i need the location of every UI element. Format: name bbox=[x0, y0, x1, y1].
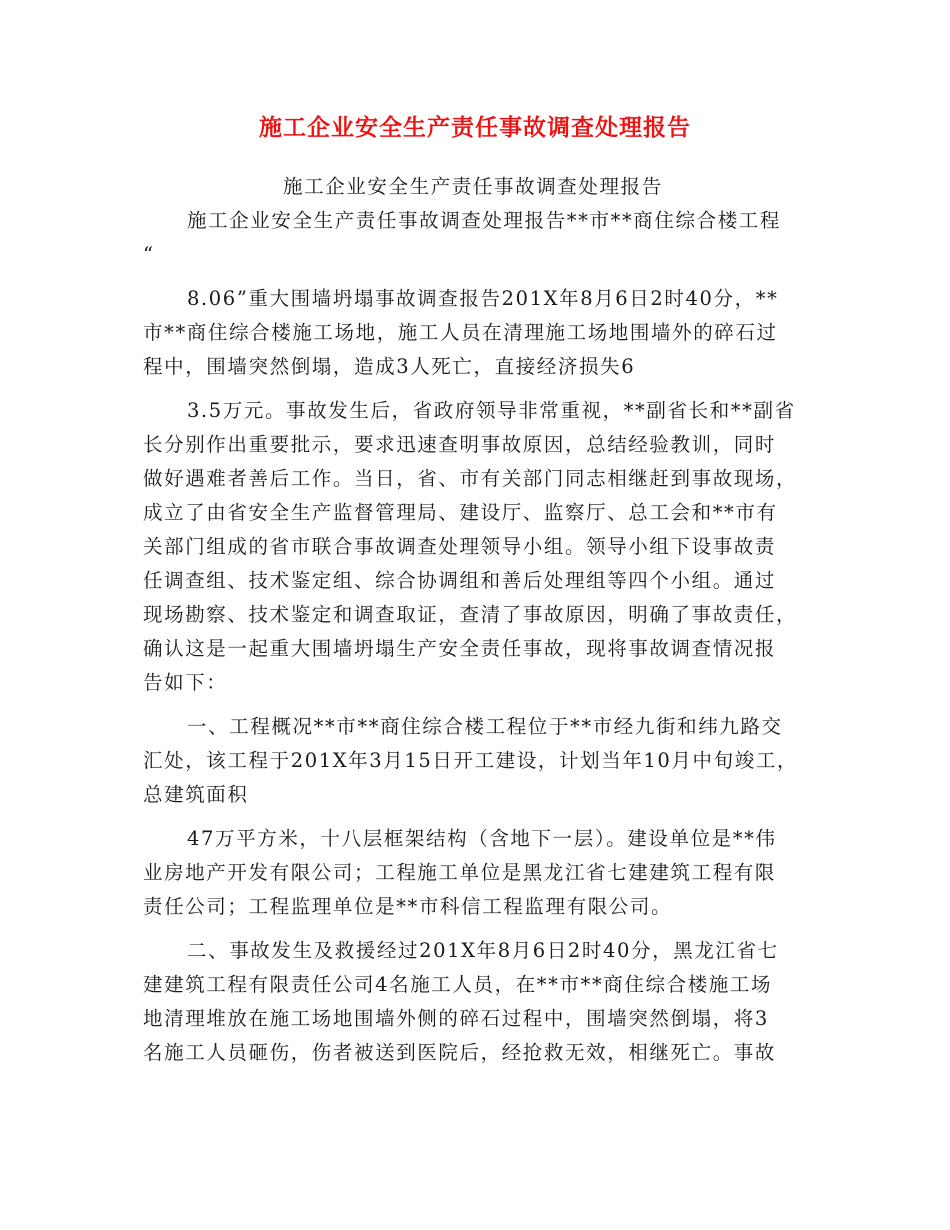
paragraph-line: 市**商住综合楼施工场地，施工人员在清理施工场地围墙外的碎石过 bbox=[143, 321, 778, 344]
paragraph-line: 建建筑工程有限责任公司4名施工人员，在**市**商住综合楼施工场 bbox=[143, 973, 773, 996]
paragraph-line: 责任公司；工程监理单位是**市科信工程监理有限公司。 bbox=[143, 895, 673, 918]
paragraph-line: 一、工程概况**市**商住综合楼工程位于**市经九街和纬九路交 bbox=[187, 715, 783, 738]
paragraph-line: 程中，围墙突然倒塌，造成3人死亡，直接经济损失6 bbox=[143, 355, 636, 378]
paragraph-line: 关部门组成的省市联合事故调查处理领导小组。领导小组下设事故责 bbox=[143, 535, 777, 558]
paragraph-line: 施工企业安全生产责任事故调查处理报告**市**商住综合楼工程 bbox=[187, 209, 782, 232]
paragraph-line: 总建筑面积 bbox=[143, 783, 249, 806]
paragraph-line: 二、事故发生及救援经过201X年8月6日2时40分，黑龙江省七 bbox=[187, 939, 779, 962]
document-title: 施工企业安全生产责任事故调查处理报告 bbox=[259, 114, 691, 141]
paragraph-line: 任调查组、技术鉴定组、综合协调组和善后处理组等四个小组。通过 bbox=[143, 569, 777, 592]
paragraph-line: 告如下： bbox=[143, 671, 228, 694]
paragraph-line: 汇处，该工程于201X年3月15日开工建设，计划当年10月中旬竣工， bbox=[143, 749, 799, 772]
paragraph-line: 成立了由省安全生产监督管理局、建设厅、监察厅、总工会和**市有 bbox=[143, 501, 778, 524]
paragraph-line: 3.5万元。事故发生后，省政府领导非常重视，**副省长和**副省 bbox=[187, 399, 796, 422]
paragraph-line: 业房地产开发有限公司；工程施工单位是黑龙江省七建建筑工程有限 bbox=[143, 861, 777, 884]
document-body bbox=[143, 170, 813, 1070]
paragraph-line: “ bbox=[143, 243, 155, 266]
paragraph-line: 名施工人员砸伤，伤者被送到医院后，经抢救无效，相继死亡。事故 bbox=[143, 1041, 777, 1064]
paragraph-line: 地清理堆放在施工场地围墙外侧的碎石过程中，围墙突然倒塌，将3 bbox=[143, 1007, 769, 1030]
paragraph-line: 确认这是一起重大围墙坍塌生产安全责任事故，现将事故调查情况报 bbox=[143, 637, 777, 660]
subtitle-line: 施工企业安全生产责任事故调查处理报告 bbox=[283, 175, 663, 198]
paragraph-line: 做好遇难者善后工作。当日，省、市有关部门同志相继赶到事故现场， bbox=[143, 467, 798, 490]
paragraph-line: 8.06”重大围墙坍塌事故调查报告201X年8月6日2时40分，** bbox=[187, 287, 779, 310]
paragraph-line: 长分别作出重要批示，要求迅速查明事故原因，总结经验教训，同时 bbox=[143, 433, 777, 456]
paragraph-line: 47万平方米，十八层框架结构（含地下一层）。建设单位是**伟 bbox=[187, 827, 777, 850]
paragraph-line: 现场勘察、技术鉴定和调查取证，查清了事故原因，明确了事故责任， bbox=[143, 603, 798, 626]
